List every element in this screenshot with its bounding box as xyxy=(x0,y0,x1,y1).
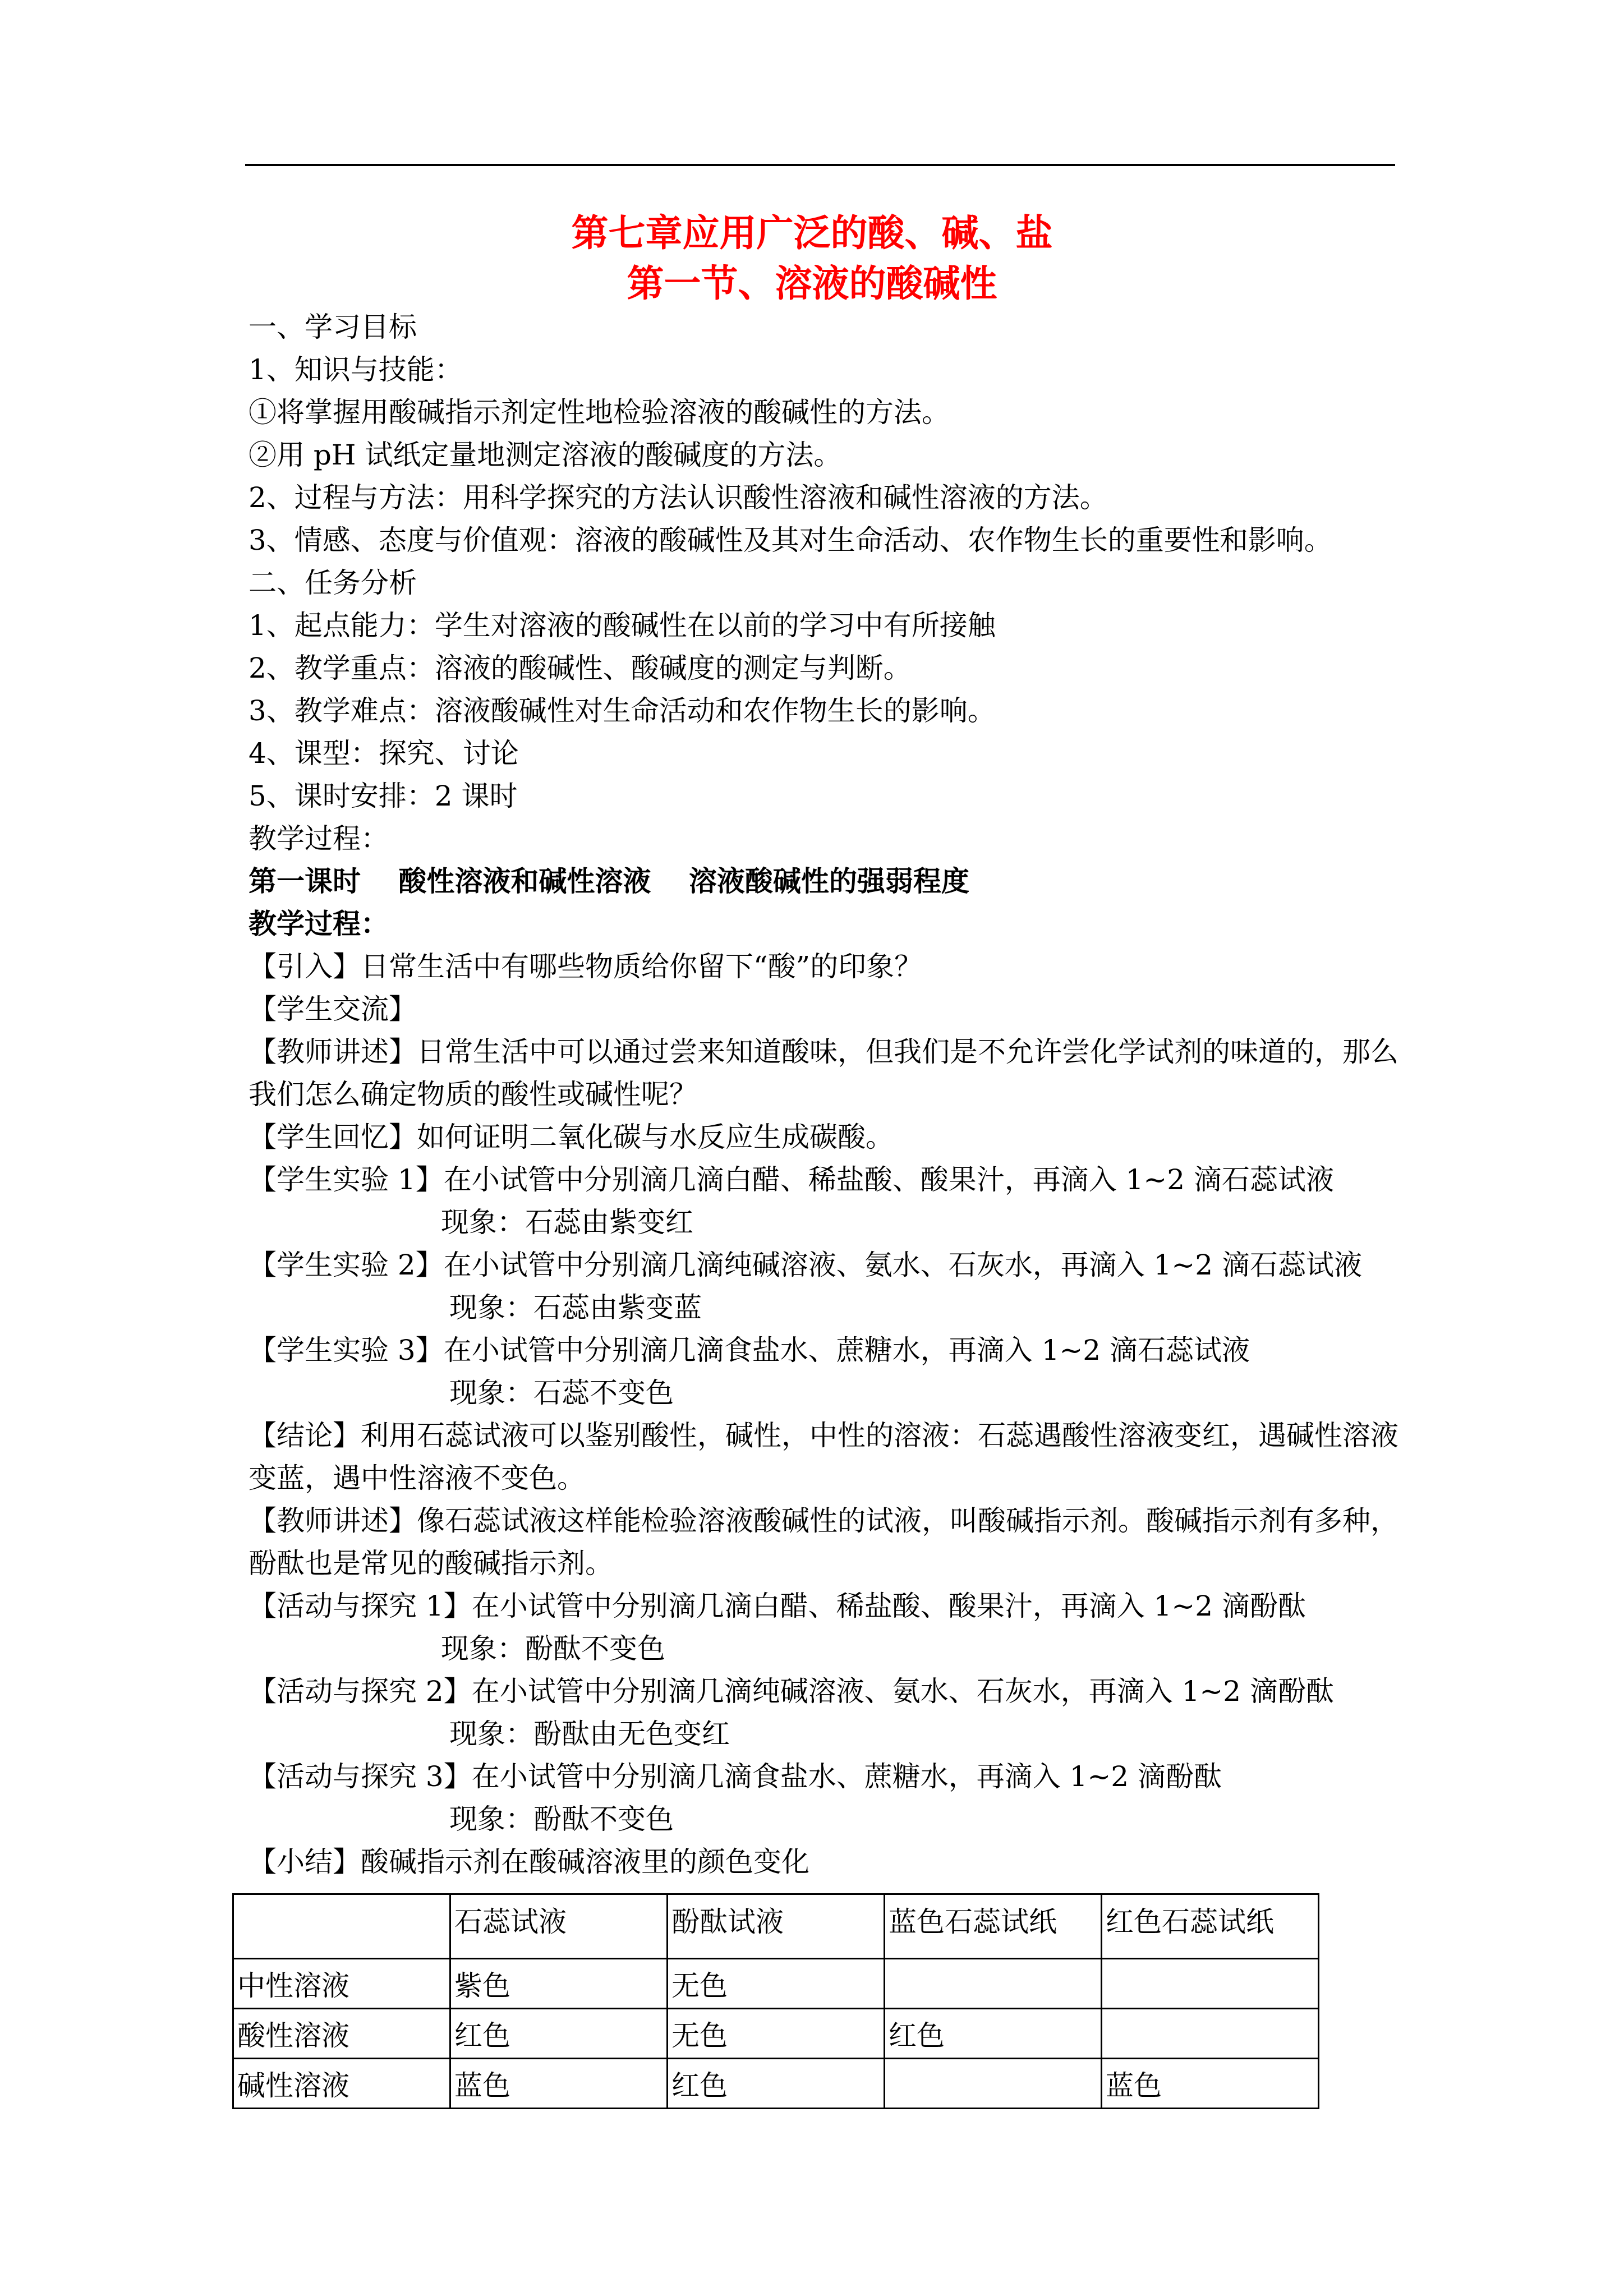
phenomenon-line: 现象：石蕊由紫变蓝 xyxy=(449,1291,702,1324)
table-cell: 无色 xyxy=(668,1959,885,2009)
table-header-row xyxy=(233,1894,1319,1959)
table-row xyxy=(233,1959,1319,2009)
text-line: 3、教学难点：溶液酸碱性对生命活动和农作物生长的影响。 xyxy=(249,694,996,727)
paragraph: 【教师讲述】日常生活中可以通过尝来知道酸味，但我们是不允许尝化学试剂的味道的，那么我们怎么确定物质的酸性或碱性呢？ xyxy=(249,1036,1398,1111)
lesson-heading: 第一课时 酸性溶液和碱性溶液 溶液酸碱性的强弱程度 xyxy=(249,864,969,898)
summary-line: 【小结】酸碱指示剂在酸碱溶液里的颜色变化 xyxy=(249,1846,809,1878)
text-line: 【学生回忆】如何证明二氧化碳与水反应生成碳酸。 xyxy=(249,1121,894,1153)
phenomenon-line: 现象：酚酞不变色 xyxy=(449,1803,674,1835)
heading-objectives: 一、学习目标 xyxy=(249,311,417,343)
table-cell: 红色 xyxy=(668,2059,885,2109)
section-title: 第一节、溶液的酸碱性 xyxy=(627,261,997,305)
phenomenon-line: 现象：酚酞由无色变红 xyxy=(449,1718,730,1750)
text-line: ②用 pH 试纸定量地测定溶液的酸碱度的方法。 xyxy=(249,439,842,471)
text-line: 2、教学重点：溶液的酸碱性、酸碱度的测定与判断。 xyxy=(249,652,912,684)
text-line: 【引入】日常生活中有哪些物质给你留下“酸”的印象？ xyxy=(249,950,923,983)
text-line: 2、过程与方法：用科学探究的方法认识酸性溶液和碱性溶液的方法。 xyxy=(249,481,1108,514)
text-line: 5、课时安排：2 课时 xyxy=(249,780,518,812)
table-cell: 碱性溶液 xyxy=(233,2059,450,2109)
table-cell: 紫色 xyxy=(450,1959,668,2009)
document-body xyxy=(249,306,1398,1883)
table-row xyxy=(233,2059,1319,2109)
phenomenon-line: 现象：石蕊由紫变红 xyxy=(441,1206,693,1239)
heading-task-analysis: 二、任务分析 xyxy=(249,567,417,599)
text-line: 【活动与探究 3】在小试管中分别滴几滴食盐水、蔗糖水，再滴入 1~2 滴酚酞 xyxy=(249,1760,1222,1793)
text-line: 【活动与探究 1】在小试管中分别滴几滴白醋、稀盐酸、酸果汁，再滴入 1~2 滴酚酞 xyxy=(249,1590,1306,1622)
chapter-title: 第七章应用广泛的酸、碱、盐 xyxy=(571,211,1053,255)
table-cell xyxy=(885,1959,1102,2009)
table-cell: 酸性溶液 xyxy=(233,2009,450,2059)
indicator-color-table xyxy=(232,1893,1319,2109)
table-row xyxy=(233,2009,1319,2059)
text-line: 【学生实验 2】在小试管中分别滴几滴纯碱溶液、氨水、石灰水，再滴入 1~2 滴石蕊试液 xyxy=(249,1249,1363,1281)
table-cell: 蓝色 xyxy=(1102,2059,1319,2109)
teaching-process-heading: 教学过程： xyxy=(249,907,389,940)
table-header-cell xyxy=(233,1894,450,1959)
text-line: 1、起点能力：学生对溶液的酸碱性在以前的学习中有所接触 xyxy=(249,609,996,642)
table-cell: 蓝色 xyxy=(450,2059,668,2109)
table-cell: 红色 xyxy=(450,2009,668,2059)
text-line: 【活动与探究 2】在小试管中分别滴几滴纯碱溶液、氨水、石灰水，再滴入 1~2 滴酚酞 xyxy=(249,1675,1335,1708)
text-line: 教学过程： xyxy=(249,822,389,855)
phenomenon-line: 现象：石蕊不变色 xyxy=(449,1377,674,1409)
table-cell: 无色 xyxy=(668,2009,885,2059)
table-header-cell: 红色石蕊试纸 xyxy=(1102,1894,1319,1959)
phenomenon-line: 现象：酚酞不变色 xyxy=(441,1632,665,1665)
text-line: 【学生实验 1】在小试管中分别滴几滴白醋、稀盐酸、酸果汁，再滴入 1~2 滴石蕊试液 xyxy=(249,1163,1335,1196)
text-line: 【学生实验 3】在小试管中分别滴几滴食盐水、蔗糖水，再滴入 1~2 滴石蕊试液 xyxy=(249,1334,1250,1366)
table-cell: 红色 xyxy=(885,2009,1102,2059)
table-cell xyxy=(1102,2009,1319,2059)
text-line: 【学生交流】 xyxy=(249,993,417,1025)
text-line: 3、情感、态度与价值观：溶液的酸碱性及其对生命活动、农作物生长的重要性和影响。 xyxy=(249,524,1332,556)
paragraph: 【结论】利用石蕊试液可以鉴别酸性，碱性，中性的溶液：石蕊遇酸性溶液变红，遇碱性溶液变蓝，遇中性溶液不变色。 xyxy=(249,1419,1398,1494)
text-line: ①将掌握用酸碱指示剂定性地检验溶液的酸碱性的方法。 xyxy=(249,396,950,429)
header-rule xyxy=(245,164,1395,166)
table-cell xyxy=(1102,1959,1319,2009)
paragraph: 【教师讲述】像石蕊试液这样能检验溶液酸碱性的试液，叫酸碱指示剂。酸碱指示剂有多种，酚酞也是常见的酸碱指示剂。 xyxy=(249,1504,1398,1580)
table-cell: 中性溶液 xyxy=(233,1959,450,2009)
table-header-cell: 石蕊试液 xyxy=(450,1894,668,1959)
text-line: 1、知识与技能： xyxy=(249,353,463,386)
table-header-cell: 酚酞试液 xyxy=(668,1894,885,1959)
table-cell xyxy=(885,2059,1102,2109)
title-block xyxy=(0,208,1624,309)
table-header-cell: 蓝色石蕊试纸 xyxy=(885,1894,1102,1959)
text-line: 4、课型：探究、讨论 xyxy=(249,737,519,770)
